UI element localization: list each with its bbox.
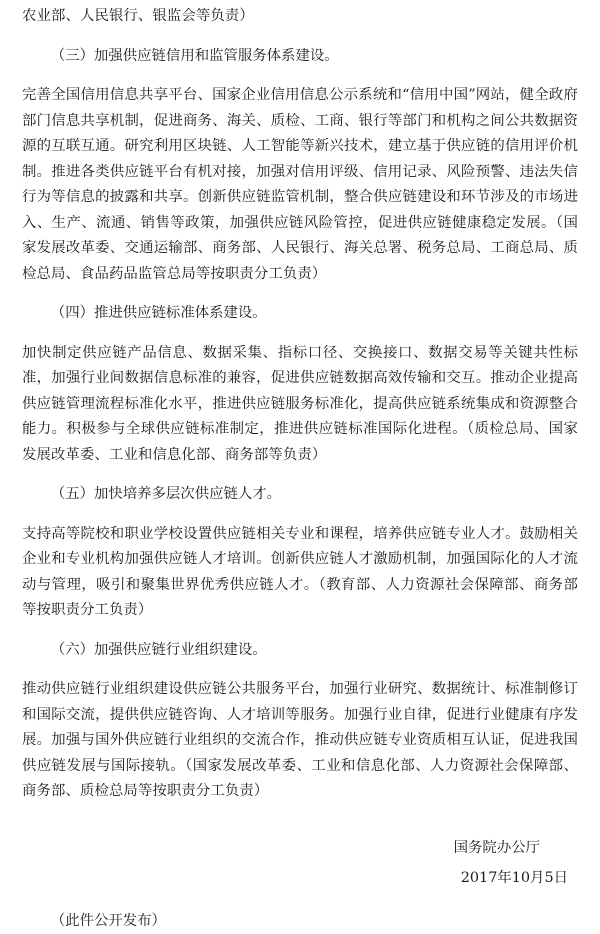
section-five-heading: （五）加快培养多层次供应链人才。 xyxy=(50,486,282,502)
section-three xyxy=(22,44,578,288)
section-three-heading: （三）加强供应链信用和监管服务体系建设。 xyxy=(50,47,339,64)
footer-spacer xyxy=(22,891,578,909)
section-six-body: 推动供应链行业组织建设供应链公共服务平台，加强行业研究、数据统计、标准制修订和国际交流，提供供应链咨询、人才培训等服务。加强行业自律，促进行业健康有序发展。加强与国外供应链行业组织的交流合作，推动供应链专业资质相互认证，促进我国供应链发展与国际接轨。（国家发展改革委、工业和信息化部、人力资源社会保障部、商务部、质检总局等按职责分工负责） xyxy=(22,681,578,799)
section-five xyxy=(22,482,578,624)
section-four xyxy=(22,301,578,468)
section-three-body: 完善全国信用信息共享平台、国家企业信用信息公示系统和“信用中国”网站，健全政府部门信息共享机制，促进商务、海关、质检、工商、银行等部门和机构之间公共数据资源的互联互通。研究利用区块链、人工智能等新兴技术，建立基于供应链的信用评价机制。推进各类供应链平台有机对接，加强对信用评级、信用记录、风险预警、违法失信行为等信息的披露和共享。创新供应链监管机制，整合供应链建设和环节涉及的市场进入、生产、流通、销售等政策，加强供应链风险管控，促进供应链健康稳定发展。（国家发展改革委、交通运输部、商务部、人民银行、海关总署、税务总局、工商总局、质检总局、食品药品监管总局等按职责分工负责） xyxy=(22,87,578,282)
section-six-heading: （六）加强供应链行业组织建设。 xyxy=(50,641,267,658)
signature-spacer xyxy=(22,819,578,835)
continued-paragraph: 农业部、人民银行、银监会等负责） xyxy=(22,8,254,24)
section-six xyxy=(22,638,578,805)
issue-date: 2017年10月5日 xyxy=(460,869,568,886)
section-five-body: 支持高等院校和职业学校设置供应链相关专业和课程，培养供应链专业人才。鼓励相关企业和专业机构加强供应链人才培训。创新供应链人才激励机制，加强国际化的人才流动与管理，吸引和聚集世界优秀供应链人才。（教育部、人力资源社会保障部、商务部等按职责分工负责） xyxy=(22,525,578,618)
section-four-body: 加快制定供应链产品信息、数据采集、指标口径、交换接口、数据交易等关键共性标准，加强行业间数据信息标准的兼容，促进供应链数据高效传输和交互。推动企业提高供应链管理流程标准化水平，推进供应链服务标准化，提高供应链系统集成和资源整合能力。积极参与全球供应链标准制定，推进供应链标准国际化进程。（质检总局、国家发展改革委、工业和信息化部、商务部等负责） xyxy=(22,344,578,463)
publication-note: （此件公开发布） xyxy=(50,912,166,929)
section-four-heading: （四）推进供应链标准体系建设。 xyxy=(50,305,267,321)
issuing-authority: 国务院办公厅 xyxy=(453,839,540,856)
